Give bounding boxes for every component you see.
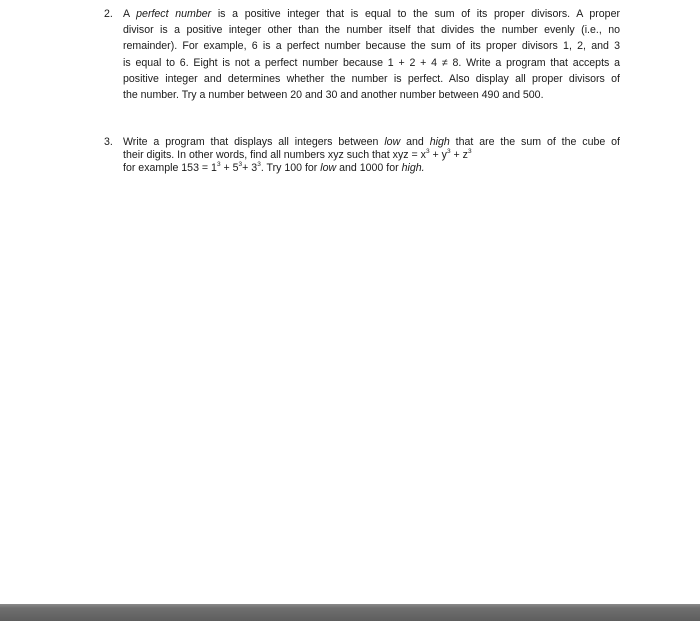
problem-2-line-5: positive integer and determines whether the number is perfect. Also display all proper divisors of — [123, 72, 620, 85]
problem-2-line-1-start: A — [123, 8, 137, 20]
plus-3: + 3 — [242, 162, 258, 175]
problem-3-line-2-start: their digits. In other words, find all numbers xyz such that xyz = x — [123, 149, 426, 162]
perfect-number-term: perfect number — [136, 8, 212, 20]
exponent: 3 — [257, 160, 261, 168]
high-term: high. — [401, 162, 425, 175]
problem-3-line-2 — [123, 149, 620, 162]
problem-3-line-1 — [123, 136, 620, 149]
exponent: 3 — [216, 160, 221, 168]
problem-3-and: and — [400, 136, 430, 148]
problem-3-line-1-start: Write a program that displays all integers between — [123, 136, 385, 148]
problem-3-number: 3. — [104, 136, 113, 148]
problem-2-line-2: divisor is a positive integer other than the number itself that divides the number evenly (i.e., no — [123, 24, 620, 37]
exponent: 3 — [425, 147, 430, 155]
problem-2-line-1 — [123, 6, 620, 22]
problem-2-line-3: remainder). For example, 6 is a perfect number because the sum of its proper divisors 1, 2, and 3 — [123, 40, 620, 53]
high-term: high — [429, 136, 450, 148]
problem-2-line-4: is equal to 6. Eight is not a perfect number because 1 + 2 + 4 ≠ 8. Write a program that accepts a — [123, 56, 620, 69]
plus-z: + z — [450, 149, 468, 162]
exponent: 3 — [467, 147, 472, 155]
exponent: 3 — [446, 147, 451, 155]
plus-5: + 5 — [220, 162, 239, 175]
low-term: low — [320, 162, 337, 175]
problem-2-text — [123, 6, 620, 103]
problem-3-line-1-end: that are the sum of the cube of — [449, 136, 620, 148]
problem-2-line-1-end: is a positive integer that is equal to the sum of its proper divisors. A proper — [211, 8, 620, 20]
try-text: . Try 100 for — [260, 162, 321, 175]
plus-y: + y — [429, 149, 447, 162]
problem-3 — [104, 136, 620, 176]
example-start: for example 153 = 1 — [123, 162, 217, 175]
problem-3-text — [123, 136, 620, 176]
problem-2 — [104, 6, 620, 103]
problem-3-line-3 — [123, 162, 620, 175]
page-bottom-border — [0, 604, 700, 621]
problem-2-line-6: the number. Try a number between 20 and 30 and another number between 490 and 500. — [123, 89, 544, 102]
exponent: 3 — [238, 160, 243, 168]
and-1000-text: and 1000 for — [336, 162, 402, 175]
problem-2-number: 2. — [104, 8, 113, 20]
low-term: low — [384, 136, 401, 148]
